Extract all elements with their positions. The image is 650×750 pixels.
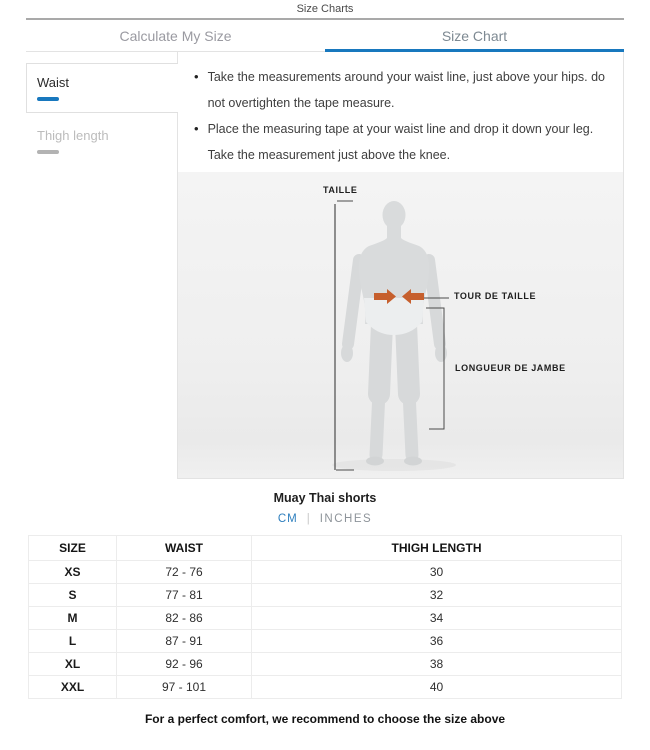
bullet-icon: •	[194, 121, 199, 136]
inactive-indicator-bar	[37, 150, 59, 154]
size-chart-widget	[26, 18, 624, 479]
waist-cell: 72 - 76	[117, 561, 252, 584]
sidebar-item-label: Waist	[37, 75, 70, 90]
measurement-diagram	[178, 172, 623, 478]
page-title: Size Charts	[296, 3, 354, 15]
footer-note: For a perfect comfort, we recommend to choose the size above	[144, 712, 506, 726]
bullet-icon: •	[194, 69, 199, 84]
col-header-waist: WAIST	[117, 536, 252, 561]
table-row	[29, 584, 622, 607]
size-cell: XXL	[29, 676, 117, 699]
tab-size-chart[interactable]	[325, 20, 624, 51]
height-measure-label: TAILLE	[323, 185, 358, 195]
waist-measure-label: TOUR DE TAILLE	[454, 291, 537, 301]
waist-cell: 87 - 91	[117, 630, 252, 653]
tab-label: Size Chart	[441, 27, 508, 44]
size-cell: M	[29, 607, 117, 630]
size-cell: XL	[29, 653, 117, 676]
unit-toggle-cm[interactable]: CM	[277, 513, 298, 525]
sidebar-item-label: Thigh length	[37, 128, 109, 143]
leg-measure-label: LONGUEUR DE JAMBE	[455, 363, 566, 373]
unit-toggle-inches[interactable]: INCHES	[319, 513, 373, 525]
thigh-cell: 32	[252, 584, 622, 607]
size-cell: XS	[29, 561, 117, 584]
table-row	[29, 653, 622, 676]
table-row	[29, 561, 622, 584]
instruction-item	[194, 116, 611, 168]
instruction-item	[194, 64, 611, 116]
active-indicator-bar	[37, 97, 59, 101]
sidebar-item-waist[interactable]	[26, 63, 178, 113]
table-row	[29, 676, 622, 699]
size-table	[28, 535, 622, 699]
sidebar-item-thigh-length[interactable]	[26, 113, 177, 165]
size-cell: S	[29, 584, 117, 607]
table-header-row	[29, 536, 622, 561]
waist-cell: 82 - 86	[117, 607, 252, 630]
table-row	[29, 630, 622, 653]
tab-calculate-my-size[interactable]	[26, 20, 325, 51]
instruction-list	[178, 52, 623, 172]
product-caption: Muay Thai shorts	[273, 491, 377, 505]
waist-cell: 92 - 96	[117, 653, 252, 676]
thigh-cell: 30	[252, 561, 622, 584]
instructions-panel	[178, 52, 624, 479]
col-header-size: SIZE	[29, 536, 117, 561]
col-header-thigh-length: THIGH LENGTH	[252, 536, 622, 561]
instruction-text: Take the measurements around your waist line, just above your hips. do not overtighten the tape measure.	[207, 70, 605, 110]
thigh-cell: 36	[252, 630, 622, 653]
tab-bar	[26, 20, 624, 52]
thigh-cell: 34	[252, 607, 622, 630]
table-row	[29, 607, 622, 630]
thigh-cell: 40	[252, 676, 622, 699]
thigh-cell: 38	[252, 653, 622, 676]
measurement-sidebar	[26, 52, 178, 479]
tab-label: Calculate My Size	[119, 27, 232, 44]
size-cell: L	[29, 630, 117, 653]
waist-cell: 77 - 81	[117, 584, 252, 607]
unit-separator: |	[306, 513, 311, 525]
mannequin-figure	[178, 172, 623, 478]
waist-cell: 97 - 101	[117, 676, 252, 699]
unit-toggle	[0, 513, 650, 525]
main-panel	[26, 52, 624, 479]
instruction-text: Place the measuring tape at your waist line and drop it down your leg. Take the measurement just above the knee.	[207, 122, 594, 162]
